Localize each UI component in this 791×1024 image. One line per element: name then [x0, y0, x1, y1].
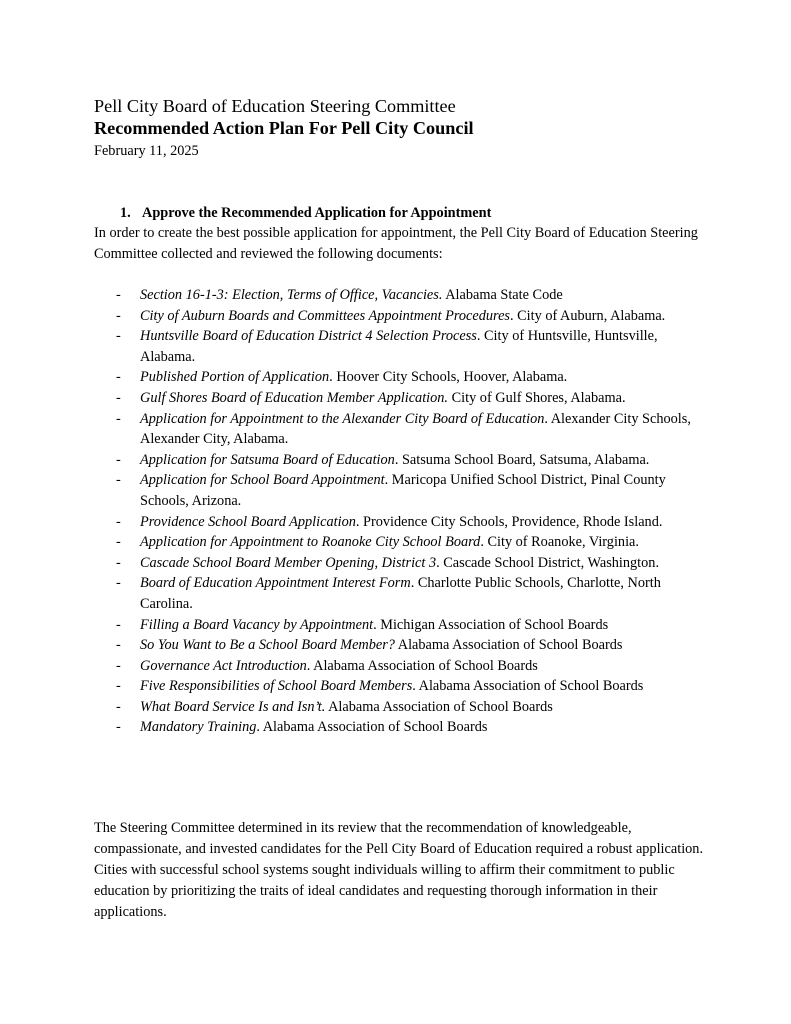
section-number: 1. — [120, 205, 131, 221]
document-title-italic: Cascade School Board Member Opening, District 3 — [140, 554, 437, 571]
document-list-item — [94, 615, 714, 636]
document-title-italic: Huntsville Board of Education District 4 Selection Process — [140, 328, 477, 345]
document-source: . City of Huntsville, Huntsville, Alabama. — [140, 328, 658, 365]
document-title: Pell City Board of Education Steering Committee — [94, 96, 456, 116]
list-dash: - — [116, 389, 121, 406]
document-list-item — [94, 553, 714, 574]
list-dash: - — [116, 287, 121, 303]
document-subtitle: Recommended Action Plan For Pell City Council — [94, 118, 474, 138]
list-dash: - — [116, 369, 121, 386]
list-dash: - — [116, 719, 121, 736]
document-title-italic: Providence School Board Application — [140, 513, 356, 530]
document-source: . Hoover City Schools, Hoover, Alabama. — [329, 369, 568, 386]
document-title-italic: Section 16-1-3: Election, Terms of Office, Vacancies. — [140, 287, 443, 303]
document-source: . City of Auburn, Alabama. — [509, 307, 666, 324]
section-intro: In order to create the best possible application for appointment, the Pell City Board of Education Steering Committee collected and reviewed the following documents: — [94, 225, 698, 262]
document-source: City of Gulf Shores, Alabama. — [448, 389, 626, 406]
document-list-item — [94, 388, 714, 409]
document-title-italic: Governance Act Introduction — [140, 657, 307, 674]
document-list-item — [94, 573, 714, 614]
document-source: . Satsuma School Board, Satsuma, Alabama. — [394, 451, 650, 468]
document-list-item — [94, 326, 714, 367]
document-title-italic: Application for School Board Appointment — [140, 472, 385, 489]
document-title-italic: What Board Service Is and Isn’t. — [140, 698, 326, 715]
conclusion-paragraph: The Steering Committee determined in its review that the recommendation of knowledgeable, compassionate, and invested candidates for the Pell City Board of Education required a robust application. Cities with successful school systems sought individuals willing to affirm their commitment to public education by prioritizing the traits of ideal candidates and requesting thorough information in their applications. — [94, 820, 704, 920]
document-title-italic: Board of Education Appointment Interest Form — [140, 575, 411, 592]
document-title-italic: Mandatory Training — [140, 719, 257, 736]
document-list-item — [94, 676, 714, 697]
document-title-italic: Filling a Board Vacancy by Appointment — [140, 616, 374, 633]
document-source: Alabama State Code — [442, 287, 563, 303]
document-source: Alabama Association of School Boards — [325, 698, 553, 715]
document-list-item — [94, 285, 714, 306]
list-dash: - — [116, 657, 121, 674]
list-dash: - — [116, 328, 121, 345]
document-title-italic: Application for Appointment to the Alexander City Board of Education — [140, 410, 545, 427]
document-title-italic: Published Portion of Application — [140, 369, 330, 386]
document-source: . Alabama Association of School Boards — [306, 657, 538, 674]
document-header — [94, 95, 734, 162]
list-dash: - — [116, 554, 121, 571]
document-title-italic: Application for Appointment to Roanoke City School Board — [140, 534, 481, 551]
document-title-italic: City of Auburn Boards and Committees Appointment Procedures — [140, 307, 510, 324]
document-list-item — [94, 450, 714, 471]
list-dash: - — [116, 637, 121, 654]
document-list-item — [94, 717, 714, 738]
document-source: . Charlotte Public Schools, Charlotte, North Carolina. — [140, 575, 661, 612]
document-list-item — [94, 367, 714, 388]
list-dash: - — [116, 698, 121, 715]
document-source: . Cascade School District, Washington. — [436, 554, 660, 571]
document-source: Alabama Association of School Boards — [394, 637, 623, 654]
list-dash: - — [116, 307, 121, 324]
document-source: . Alexander City Schools, Alexander City, Alabama. — [140, 410, 691, 448]
document-title-italic: Five Responsibilities of School Board Members — [140, 678, 413, 695]
list-dash: - — [116, 575, 121, 592]
document-list-item — [94, 409, 714, 450]
section-heading — [120, 204, 491, 222]
reviewed-documents-list — [94, 285, 714, 738]
document-title-italic: So You Want to Be a School Board Member? — [140, 637, 395, 654]
list-dash: - — [116, 678, 121, 695]
document-list-item — [94, 306, 714, 327]
document-list-item — [94, 532, 714, 553]
list-dash: - — [116, 534, 121, 551]
list-dash: - — [116, 410, 121, 427]
document-date: February 11, 2025 — [94, 143, 199, 159]
document-list-item — [94, 656, 714, 677]
document-source: . Alabama Association of School Boards — [256, 719, 488, 736]
list-dash: - — [116, 472, 121, 489]
document-list-item — [94, 512, 714, 533]
section-heading-text: Approve the Recommended Application for Appointment — [142, 205, 492, 221]
document-source: . Providence City Schools, Providence, Rhode Island. — [355, 513, 663, 530]
document-source: . Alabama Association of School Boards — [412, 678, 644, 695]
document-source: . City of Roanoke, Virginia. — [480, 534, 639, 551]
document-list-item — [94, 697, 714, 718]
document-source: . Michigan Association of School Boards — [373, 616, 609, 633]
list-dash: - — [116, 451, 121, 468]
document-title-italic: Gulf Shores Board of Education Member Application. — [140, 389, 449, 406]
list-dash: - — [116, 616, 121, 633]
document-title-italic: Application for Satsuma Board of Education — [140, 451, 395, 468]
list-dash: - — [116, 513, 121, 530]
document-list-item — [94, 470, 714, 511]
document-source: . Maricopa Unified School District, Pinal County Schools, Arizona. — [140, 472, 666, 509]
document-list-item — [94, 635, 714, 656]
